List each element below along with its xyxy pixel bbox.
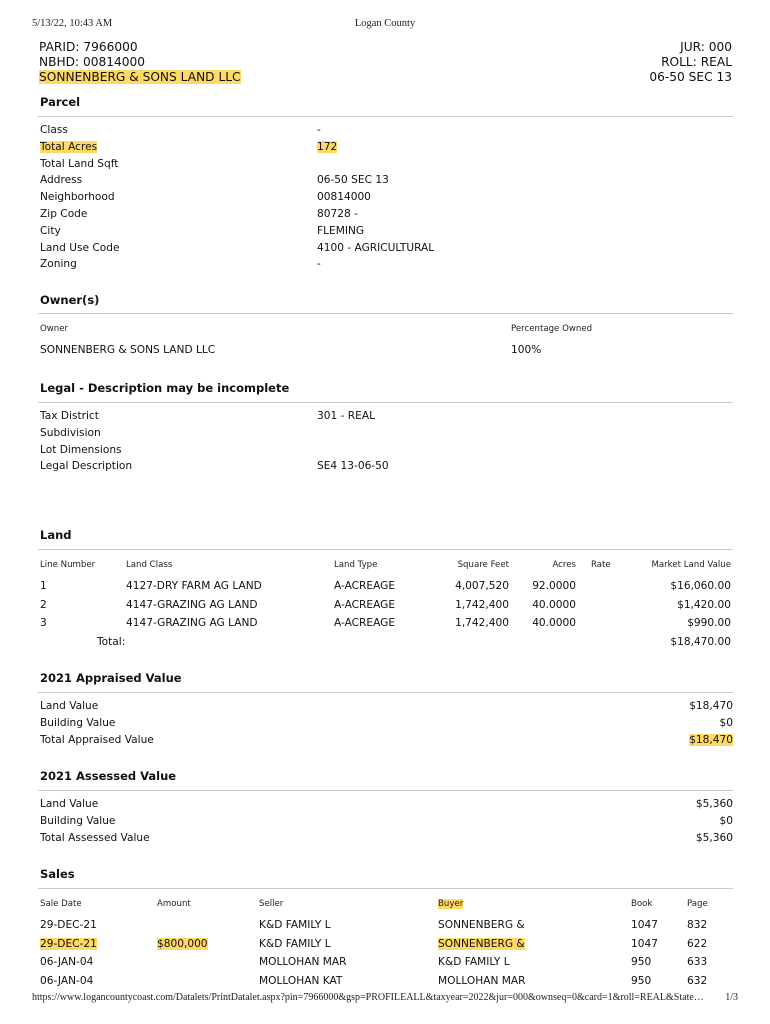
legal-row [40, 460, 733, 477]
section-divider [38, 888, 733, 889]
column-header-square-feet: Square Feet [457, 560, 509, 570]
parcel-row [40, 258, 733, 275]
land-table [40, 560, 733, 654]
print-header [32, 18, 738, 32]
field-value: FLEMING [317, 224, 365, 237]
land-market-value: $16,060.00 [670, 580, 731, 592]
sale-buyer: K&D FAMILY L [438, 956, 510, 968]
owner-name: SONNENBERG & SONS LAND LLC [40, 344, 216, 356]
field-label: Building Value [40, 716, 116, 729]
column-header-percentage: Percentage Owned [511, 324, 593, 334]
land-line-number: 3 [40, 617, 47, 629]
field-value: $5,360 [695, 798, 733, 810]
value-row [40, 717, 733, 734]
field-label: Address [40, 174, 83, 187]
assessed-values [40, 798, 733, 848]
land-class: 4147-GRAZING AG LAND [126, 598, 258, 611]
value-row [40, 815, 733, 832]
field-label: Class [40, 124, 68, 136]
column-header-buyer-highlighted: Buyer [438, 899, 464, 909]
sale-page: 633 [687, 956, 708, 968]
legal-row [40, 444, 733, 461]
section-divider [38, 402, 733, 403]
field-value-highlighted: $18,470 [689, 733, 733, 746]
field-label: Land Value [40, 798, 99, 810]
sale-page: 832 [687, 919, 708, 931]
field-value: 301 - REAL [317, 410, 375, 422]
field-label: Legal Description [40, 460, 133, 473]
field-value: 80728 - [317, 207, 358, 220]
section-divider [38, 116, 733, 117]
sale-date: 29-DEC-21 [40, 919, 97, 931]
column-header-land-class: Land Class [126, 560, 173, 570]
table-row [40, 599, 733, 618]
field-label: Land Value [40, 700, 99, 712]
value-row [40, 832, 733, 849]
land-total-label: Total: [97, 635, 126, 648]
sale-buyer: SONNENBERG & [438, 919, 525, 931]
parcel-row [40, 158, 733, 175]
sale-seller: MOLLOHAN MAR [259, 956, 347, 968]
parcel-row [40, 141, 733, 158]
section-title-sales: Sales [40, 867, 75, 881]
field-value: $5,360 [695, 831, 733, 844]
owner-name-highlighted: SONNENBERG & SONS LAND LLC [39, 70, 241, 84]
field-label-highlighted: Total Acres [40, 140, 98, 153]
field-label: Neighborhood [40, 191, 115, 204]
sale-book: 950 [631, 974, 652, 987]
section-title-owners: Owner(s) [40, 293, 100, 307]
section-title-appraised: 2021 Appraised Value [40, 671, 182, 685]
land-class: 4147-GRAZING AG LAND [126, 617, 258, 629]
land-acres: 40.0000 [532, 598, 576, 611]
field-label: Lot Dimensions [40, 443, 122, 456]
parcel-identifier-block [39, 40, 732, 88]
land-square-feet: 1,742,400 [455, 617, 509, 629]
sale-page: 622 [687, 937, 708, 950]
land-table-header [40, 560, 733, 580]
print-url: https://www.logancountycoast.com/Datalets/PrintDatalet.aspx?pin=7966000&gsp=PROFILEALL&taxyear=2022&jur=000&ownseq=0&card=1&roll=REAL&State… [32, 992, 704, 1003]
column-header-amount: Amount [157, 899, 191, 909]
section-title-assessed: 2021 Assessed Value [40, 769, 177, 783]
field-label: Land Use Code [40, 241, 120, 254]
owners-table [40, 324, 733, 363]
sale-book: 1047 [631, 919, 658, 931]
roll-text: ROLL: REAL [661, 55, 732, 69]
sale-date: 06-JAN-04 [40, 956, 94, 968]
table-row [40, 344, 733, 363]
field-label: Total Appraised Value [40, 733, 154, 746]
land-square-feet: 4,007,520 [455, 580, 509, 592]
owner-percentage: 100% [511, 344, 542, 356]
column-header-seller: Seller [259, 899, 284, 909]
land-total-row [40, 636, 733, 655]
section-title-parcel: Parcel [40, 95, 81, 109]
print-page-number: 1/3 [725, 992, 738, 1003]
field-label: Total Assessed Value [40, 831, 150, 844]
field-label: City [40, 224, 61, 237]
land-type: A-ACREAGE [334, 598, 396, 611]
field-value: 06-50 SEC 13 [317, 174, 389, 187]
field-value: - [317, 124, 321, 136]
legal-details [40, 410, 733, 477]
table-row [40, 617, 733, 636]
legal-short-text: 06-50 SEC 13 [649, 70, 732, 84]
section-divider [38, 790, 733, 791]
field-label: Total Land Sqft [40, 157, 119, 170]
sale-amount-highlighted: $800,000 [157, 937, 208, 950]
field-value: 4100 - AGRICULTURAL [317, 241, 435, 254]
land-market-value: $1,420.00 [677, 598, 731, 611]
print-footer [32, 992, 738, 1006]
value-row [40, 734, 733, 751]
parcel-row [40, 242, 733, 259]
legal-row [40, 410, 733, 427]
column-header-rate: Rate [591, 560, 611, 570]
field-value: $0 [719, 716, 733, 729]
sale-buyer: MOLLOHAN MAR [438, 974, 526, 987]
sales-table-header [40, 899, 733, 919]
sale-date-highlighted: 29-DEC-21 [40, 937, 97, 950]
land-square-feet: 1,742,400 [455, 598, 509, 611]
field-value: - [317, 258, 321, 271]
land-type: A-ACREAGE [334, 617, 396, 629]
column-header-book: Book [631, 899, 653, 909]
land-line-number: 1 [40, 580, 47, 592]
jur-text: JUR: 000 [680, 40, 732, 54]
land-type: A-ACREAGE [334, 580, 396, 592]
land-market-value: $990.00 [687, 617, 731, 629]
field-label: Zip Code [40, 207, 88, 220]
value-row [40, 700, 733, 717]
parcel-row [40, 225, 733, 242]
parcel-row [40, 191, 733, 208]
field-value-highlighted: 172 [317, 140, 338, 153]
parcel-row [40, 208, 733, 225]
table-row [40, 956, 733, 975]
section-divider [38, 549, 733, 550]
table-row [40, 580, 733, 599]
sale-buyer-highlighted: SONNENBERG & [438, 937, 525, 950]
column-header-page: Page [687, 899, 708, 909]
section-title-land: Land [40, 528, 72, 542]
field-value: $18,470 [689, 700, 733, 712]
field-value: 00814000 [317, 191, 371, 204]
sale-page: 632 [687, 974, 708, 987]
sale-book: 950 [631, 956, 652, 968]
section-divider [38, 692, 733, 693]
sale-book: 1047 [631, 937, 658, 950]
section-title-legal: Legal - Description may be incomplete [40, 381, 290, 395]
land-total-value: $18,470.00 [670, 635, 731, 648]
land-line-number: 2 [40, 598, 47, 611]
field-value: $0 [719, 814, 733, 827]
column-header-acres: Acres [552, 560, 576, 570]
land-acres: 40.0000 [532, 617, 576, 629]
table-row [40, 975, 733, 994]
sales-table [40, 899, 733, 993]
sale-seller: K&D FAMILY L [259, 937, 331, 950]
field-label: Zoning [40, 258, 77, 271]
field-label: Building Value [40, 814, 116, 827]
column-header-line-number: Line Number [40, 560, 96, 570]
land-acres: 92.0000 [532, 580, 576, 592]
value-row [40, 798, 733, 815]
field-value: SE4 13-06-50 [317, 460, 389, 473]
column-header-market-land-value: Market Land Value [651, 560, 731, 570]
parcel-row [40, 174, 733, 191]
table-row-highlighted [40, 938, 733, 957]
sale-seller: MOLLOHAN KAT [259, 974, 343, 987]
appraised-values [40, 700, 733, 750]
parcel-details [40, 124, 733, 275]
legal-row [40, 427, 733, 444]
sale-date: 06-JAN-04 [40, 974, 94, 987]
print-date: 5/13/22, 10:43 AM [32, 18, 113, 29]
column-header-owner: Owner [40, 324, 69, 334]
parcel-row [40, 124, 733, 141]
print-page-title: Logan County [354, 18, 416, 29]
nbhd-text: NBHD: 00814000 [39, 55, 146, 69]
parid-text: PARID: 7966000 [39, 40, 138, 54]
owners-table-header [40, 324, 733, 344]
land-class: 4127-DRY FARM AG LAND [126, 580, 262, 592]
column-header-land-type: Land Type [334, 560, 378, 570]
field-label: Subdivision [40, 426, 101, 439]
field-label: Tax District [40, 410, 99, 422]
table-row [40, 919, 733, 938]
section-divider [38, 313, 733, 314]
column-header-sale-date: Sale Date [40, 899, 82, 909]
sale-seller: K&D FAMILY L [259, 919, 331, 931]
